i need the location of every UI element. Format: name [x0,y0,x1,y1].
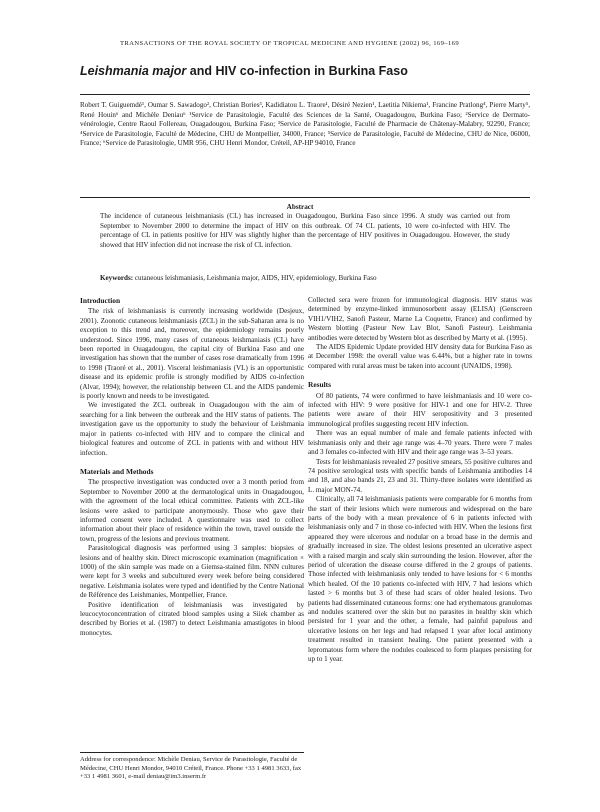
journal-header: TRANSACTIONS OF THE ROYAL SOCIETY OF TROPICAL MEDICINE AND HYGIENE (2002) 96, 169–169 [120,40,460,47]
results-paragraph-4: Clinically, all 74 leishmaniasis patients were comparable for 6 months from the start of their lesions which were numerous and widespread on the bare parts of the body with a mean prevalence of 6 in patients infected with leishmaniasis only and 7 in those co-infected with HIV. When the lesions first appeared they were ulcerous and nodular on a broad base in the dermis and gradually increased in size. The oldest lesions presented an ulcerative aspect with a raised margin and scaly skin surrounding the lesion. However, after the period of ulceration the disease course differed in the 2 groups of patients. Those infected with leishmaniasis only tended to have lesions for < 6 months which healed. Of the 10 patients co-infected with HIV, 7 had lesions which lasted > 6 months but 3 of these had scars of older healed lesions. Two patients had disseminated cutaneous forms: one had erythematous granulomas and nodules scattered over the skin but no parasites in healthy skin which persisted for 1 year and the other, a female, had painful papulous and ulcerative lesions on her legs and had relapsed 1 year after local antimony treatment resulted in transient healing. One patient presented with a lepromatous form where the nodules coalesced to form plaques persisting for up to 1 year. [308,495,532,664]
abstract-text: The incidence of cutaneous leishmaniasis (CL) has increased in Ouagadougou, Burkina Faso since 1996. A study was carried out from September to November 2000 to determine the impact of HIV on this outbreak. Of 74 CL patients, 10 were co-infected with HIV. The percentage of CL in patients positive for HIV was slightly higher than the percentage of HIV positives in Ouagadougou. However, the study showed that HIV infection did not increase the risk of CL infection. [100,212,510,249]
methods-continued-paragraph-1: Collected sera were frozen for immunological diagnosis. HIV status was determined by enzyme-linked immunosorbent assay (ELISA) (Genscreen VIH1/VIH2, Sanofi Pasteur, Marne La Coquette, France) and confirmed by Western blotting (Pasteur New Lav Blot, Sanofi Pasteur). Leishmania antibodies were detected by Western blot as described by Marty et al. (1995). [308,296,532,342]
introduction-paragraph-1: The risk of leishmaniasis is currently increasing worldwide (Desjeux, 2001). Zoonotic cutaneous leishmaniasis (ZCL) in the sub-Saharan area is no exception to this trend and, moreover, the epidemiology remains poorly understood. Since 1996, many cases of cutaneous leishmaniasis (CL) have been reported in Ouagadougou, the capital city of Burkina Faso and one investigation has shown that the number of cases rose dramatically from 1996 to 1998 (Traoré et al., 2001). Visceral leishmaniasis (VL) is an opportunistic disease and its epidemic profile is strongly modified by AIDS co-infection (Alvar, 1994); however, the relationship between CL and the AIDS pandemic is poorly known and needs to be investigated. [80,307,304,401]
methods-continued-paragraph-2: The AIDS Epidemic Update provided HIV density data for Burkina Faso as at December 1998: the overall value was 6.44%, but a higher rate in towns compared with rural areas must be taken into account (UNAIDS, 1998). [308,343,532,370]
results-paragraph-1: Of 80 patients, 74 were confirmed to have leishmaniasis and 10 were co-infected with HIV: 9 were positive for HIV-1 and one for HIV-2. Three patients were aware of their HIV seropositivity and 3 presented immunological profiles suggesting recent HIV infection. [308,391,532,428]
article-title [80,64,408,78]
keywords [100,274,510,284]
abstract-rule [80,197,530,198]
keywords-label: Keywords: [100,274,134,282]
title-genus: Leishmania major [80,64,187,78]
abstract-heading: Abstract [286,203,314,211]
title-rest: and HIV co-infection in Burkina Faso [186,64,408,78]
methods-paragraph-2: Parasitological diagnosis was performed using 3 samples: biopsies of lesions and of healthy skin. Direct microscopic examination (magnification × 1000) of the skin sample was made on a Giemsa-stained film. NNN cultures were kept for 3 weeks and subcultured every week before being considered negative. Leishmania isolates were typed and identified by the Centre National de Référence des Leishmanies, Montpellier, France. [80,544,304,600]
right-column [308,296,532,664]
methods-paragraph-1: The prospective investigation was conducted over a 3 month period from September to November 2000 at the dermatological units in Ouagadougou, with the agreement of the local ethical committee. Patients with ZCL-like lesions were asked to participate anonymously. Those who gave their informed consent were included. A questionnaire was used to collect information about their place of residence within the town, travel outside the town, progress of the lesions and previous treatment. [80,478,304,543]
left-column [80,296,304,638]
results-paragraph-2: There was an equal number of male and female patients infected with leishmaniasis only and their age range was 4–70 years. There were 7 males and 3 females co-infected with HIV and their age range was 3–53 years. [308,429,532,457]
introduction-paragraph-2: We investigated the ZCL outbreak in Ouagadougou with the aim of searching for a link between the outbreak and the HIV status of patients. The investigation gave us the opportunity to study the behaviour of Leishmania major in patients co-infected with HIV and to compare the clinical and biological features and outcome of ZCL in patients with and without HIV infection. [80,401,304,457]
results-paragraph-3: Tests for leishmaniasis revealed 27 positive smears, 55 positive cultures and 74 positive serological tests with specific bands of Leishmania antibodies 14 and 18, and also bands 21, 23 and 31. Thirty-three isolates were identified as L. major MON-74. [308,457,533,494]
author-affiliations: Robert T. Guiguemdé¹, Oumar S. Sawadogo², Christian Bories³, Kadidiatou L. Traore¹, Désiré Nezien¹, Laetitia Nikiema¹, Francine Pratlong⁴, Pierre Marty⁵, René Houin⁶ and Michèle Deniau⁶ ¹Service de Parasitologie, Faculté des Sciences de la Santé, Ouagadougou, Burkina Faso; ²Service de Dermato-vénérologie, Centre Raoul Follereau, Ouagadougou, Burkina Faso; ³Service de Parasitologie, Faculté de Pharmacie de Châtenay-Malabry, 92290, France; ⁴Service de Parasitologie, Faculté de Médecine, CHU de Montpellier, 34000, France; ⁵Service de Parasitologie, Faculté de Médecine, CHU de Nice, 06000, France; ⁶Service de Parasitologie, UMR 956, CHU Henri Mondor, Créteil, AP-HP 94010, France [80,101,530,147]
correspondence-footnote: Address for correspondence: Michèle Deniau, Service de Parasitologie, Faculté de Médecine, CHU Henri Mondor, 94010 Créteil, France. Phone +33 1 4981 3633, fax +33 1 4981 3601, e-mail deniau@im3.inserm.fr [80,752,304,782]
introduction-heading: Introduction [80,296,121,305]
title-rule [80,94,530,95]
methods-paragraph-3: Positive identification of leishmaniasis was investigated by leucocytoconcentration of citrated blood samples using a Siiek chamber as described by Bories et al. (1987) to detect Leishmania amastigotes in blood monocytes. [80,600,304,637]
methods-heading: Materials and Methods [80,466,154,476]
results-heading: Results [308,380,331,390]
keywords-text: cutaneous leishmaniasis, Leishmania major, AIDS, HIV, epidemiology, Burkina Faso [134,274,377,282]
